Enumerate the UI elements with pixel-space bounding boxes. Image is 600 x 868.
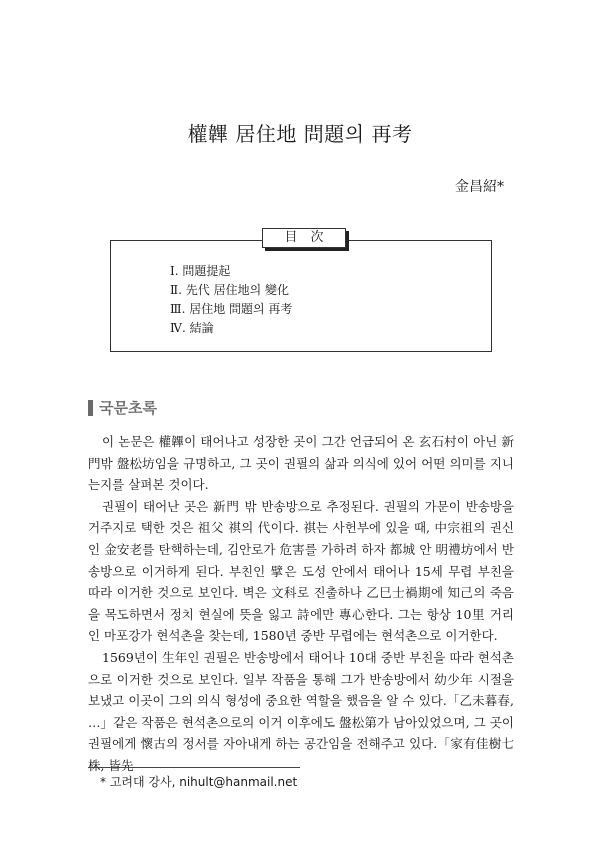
abstract-heading <box>88 397 157 418</box>
toc-item-3: Ⅲ. 居住地 問題의 再考 <box>170 302 293 316</box>
table-of-contents-box <box>110 240 492 352</box>
toc-heading: 目 次 <box>262 228 346 248</box>
abstract-paragraph-3: 1569년이 生年인 권필은 반송방에서 태어나 10대 중반 부친을 따라 현석촌으로 이거한 것으로 보인다. 일부 작품을 통해 그가 반송방에서 幼少年 시절을 보냈고 이곳이 그의 의식 형성에 중요한 역할을 했음을 알 수 있다.「乙未暮春, …」같은 작품은 현석촌으로의 이거 이후에도 盤松第가 남아있었으며, 그 곳이 권필에게 懷古의 정서를 자아내게 하는 공간임을 전해주고 있다.「家有佳樹七株, 皆先 <box>88 649 514 773</box>
toc-list <box>170 262 292 338</box>
section-marker-bar <box>88 400 93 416</box>
abstract-heading-label: 국문초록 <box>99 399 157 417</box>
toc-item-2: Ⅱ. 先代 居住地의 變化 <box>170 283 290 297</box>
abstract-paragraph-1: 이 논문은 權韠이 태어나고 성장한 곳이 그간 언급되어 온 玄石村이 아닌 新門밖 盤松坊임을 규명하고, 그 곳이 권필의 삶과 의식에 있어 어떤 의미를 지니는지를 살펴본 것이다. <box>88 434 514 493</box>
footnote-divider <box>88 767 300 768</box>
author-footnote: * 고려대 강사, nihult@hanmail.net <box>100 775 298 789</box>
paper-title: 權韠 居住地 問題의 再考 <box>187 122 413 146</box>
abstract-paragraph-2: 권필이 태어난 곳은 新門 밖 반송방으로 추정된다. 권필의 가문이 반송방을 거주지로 택한 것은 祖父 祺의 代이다. 祺는 사헌부에 있을 때, 中宗祖의 권신인 金安老를 탄핵하는데, 김안로가 危害를 가하려 하자 都城 안 明禮坊에서 반송방으로 이거하게 된다. 부친인 擘은 도성 안에서 태어나 15세 무렵 부친을 따라 이거한 것으로 보인다. 벽은 文科로 진출하나 乙巳士禍期에 知己의 죽음을 목도하면서 정치 현실에 뜻을 잃고 詩에만 專心한다. 그는 항상 10里 거리인 마포강가 현석촌을 찾는데, 1580년 중반 무렵에는 현석촌으로 이거한다. <box>88 498 514 644</box>
abstract-body <box>88 431 514 777</box>
toc-item-4: Ⅳ. 結論 <box>170 321 214 335</box>
author-name: 金昌紹* <box>455 179 504 195</box>
toc-item-1: Ⅰ. 問題提起 <box>170 264 231 278</box>
